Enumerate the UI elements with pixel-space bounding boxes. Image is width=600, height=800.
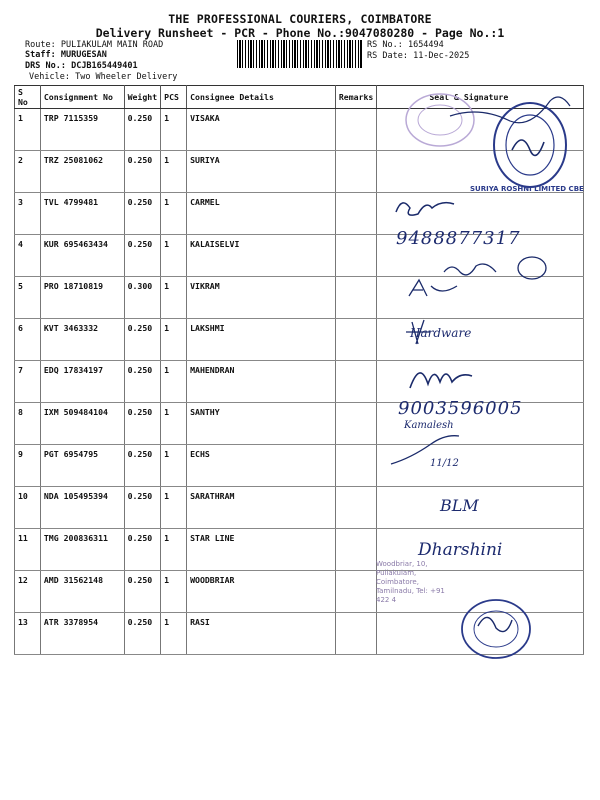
remarks-cell (335, 529, 377, 571)
consignee-cell: ECHS (187, 445, 336, 487)
col-signature: Seal & Signature (377, 86, 584, 109)
signature-hardware: Hardware (410, 326, 472, 340)
consignment-cell: ATR 3378954 (40, 613, 124, 655)
remarks-cell (335, 487, 377, 529)
col-remarks: Remarks (335, 86, 377, 109)
consignment-cell: PGT 6954795 (40, 445, 124, 487)
remarks-cell (335, 235, 377, 277)
route-value: PULIAKULAM MAIN ROAD (60, 40, 164, 50)
pcs-cell: 1 (161, 193, 187, 235)
remarks-cell (335, 571, 377, 613)
consignee-cell: KALAISELVI (187, 235, 336, 277)
sno-cell: 5 (15, 277, 41, 319)
table-row (15, 277, 584, 319)
signature-blm: BLM (440, 496, 479, 515)
remarks-cell (335, 151, 377, 193)
drs-line: DRS No.: DCJB165449401 (25, 61, 138, 71)
consignment-cell: KUR 695463434 (40, 235, 124, 277)
weight-cell: 0.250 (124, 613, 161, 655)
handwritten-date: 11/12 (430, 458, 459, 469)
table-row (15, 613, 584, 655)
runsheet-table (14, 85, 584, 655)
weight-cell: 0.250 (124, 109, 161, 151)
weight-cell: 0.250 (124, 361, 161, 403)
staff-value: MURUGESAN (60, 50, 107, 60)
weight-cell: 0.250 (124, 445, 161, 487)
remarks-cell (335, 193, 377, 235)
col-sno: S No (15, 86, 41, 109)
consignee-cell: VISAKA (187, 109, 336, 151)
vehicle-line: Vehicle: Two Wheeler Delivery (29, 72, 178, 82)
consignment-cell: TRZ 25081062 (40, 151, 124, 193)
rs-date-value: 11-Dec-2025 (413, 51, 470, 61)
sno-cell: 13 (15, 613, 41, 655)
consignee-cell: SANTHY (187, 403, 336, 445)
route-line: Route: PULIAKULAM MAIN ROAD (25, 40, 164, 50)
weight-cell: 0.250 (124, 193, 161, 235)
pcs-cell: 1 (161, 235, 187, 277)
sno-cell: 8 (15, 403, 41, 445)
table-row (15, 361, 584, 403)
rs-no-line: RS No.: 1654494 (367, 40, 444, 50)
sno-cell: 3 (15, 193, 41, 235)
consignment-cell: AMD 31562148 (40, 571, 124, 613)
pcs-cell: 1 (161, 109, 187, 151)
sno-cell: 1 (15, 109, 41, 151)
consignee-cell: SURIYA (187, 151, 336, 193)
consignee-cell: CARMEL (187, 193, 336, 235)
pcs-cell: 1 (161, 403, 187, 445)
consignee-cell: LAKSHMI (187, 319, 336, 361)
consignment-cell: IXM 509484104 (40, 403, 124, 445)
consignment-cell: NDA 105495394 (40, 487, 124, 529)
pcs-cell: 1 (161, 445, 187, 487)
rs-no-value: 1654494 (407, 40, 444, 50)
handwritten-phone-1: 9488877317 (396, 228, 521, 249)
rs-date-line: RS Date: 11-Dec-2025 (367, 51, 470, 61)
weight-cell: 0.250 (124, 529, 161, 571)
runsheet-subtitle: Delivery Runsheet - PCR - Phone No.:9047080280 - Page No.:1 (95, 26, 505, 40)
remarks-cell (335, 361, 377, 403)
signature-cell (377, 487, 584, 529)
table-row (15, 571, 584, 613)
consignee-cell: STAR LINE (187, 529, 336, 571)
consignee-cell: MAHENDRAN (187, 361, 336, 403)
signature-kamalesh: Kamalesh (404, 420, 454, 431)
pcs-cell: 1 (161, 613, 187, 655)
remarks-cell (335, 277, 377, 319)
consignee-cell: VIKRAM (187, 277, 336, 319)
pcs-cell: 1 (161, 487, 187, 529)
signature-cell (377, 319, 584, 361)
col-pcs: PCS (161, 86, 187, 109)
signature-cell (377, 613, 584, 655)
pcs-cell: 1 (161, 361, 187, 403)
consignee-cell: WOODBRIAR (187, 571, 336, 613)
sno-cell: 10 (15, 487, 41, 529)
sno-cell: 4 (15, 235, 41, 277)
faded-stamp-woodbriar: Woodbriar, 10, Puliakulam, Coimbatore, Tamilnadu, Tel: +91 422 4 (376, 560, 445, 604)
consignee-cell: SARATHRAM (187, 487, 336, 529)
remarks-cell (335, 109, 377, 151)
signature-dharshini: Dharshini (418, 540, 503, 560)
consignee-cell: RASI (187, 613, 336, 655)
pcs-cell: 1 (161, 277, 187, 319)
consignment-cell: PRO 18710819 (40, 277, 124, 319)
table-row (15, 109, 584, 151)
staff-line: Staff: MURUGESAN (25, 50, 107, 60)
col-consignee: Consignee Details (187, 86, 336, 109)
pcs-cell: 1 (161, 529, 187, 571)
handwritten-phone-2: 9003596005 (398, 398, 523, 419)
col-consignment: Consignment No (40, 86, 124, 109)
pcs-cell: 1 (161, 151, 187, 193)
sno-cell: 12 (15, 571, 41, 613)
sno-cell: 11 (15, 529, 41, 571)
table-header (15, 86, 584, 109)
sno-cell: 9 (15, 445, 41, 487)
weight-cell: 0.300 (124, 277, 161, 319)
weight-cell: 0.250 (124, 403, 161, 445)
seal-text-1: SURIYA ROSHNI LIMITED CBE (470, 185, 584, 193)
barcode (237, 40, 363, 68)
weight-cell: 0.250 (124, 571, 161, 613)
remarks-cell (335, 403, 377, 445)
remarks-cell (335, 319, 377, 361)
table-row (15, 445, 584, 487)
remarks-cell (335, 445, 377, 487)
remarks-cell (335, 613, 377, 655)
signature-cell (377, 277, 584, 319)
company-title: THE PROFESSIONAL COURIERS, COIMBATORE (168, 12, 432, 26)
sno-cell: 2 (15, 151, 41, 193)
consignment-cell: EDQ 17834197 (40, 361, 124, 403)
pcs-cell: 1 (161, 319, 187, 361)
consignment-cell: KVT 3463332 (40, 319, 124, 361)
drs-value: DCJB165449401 (71, 61, 138, 71)
signature-cell (377, 109, 584, 151)
sno-cell: 6 (15, 319, 41, 361)
pcs-cell: 1 (161, 571, 187, 613)
signature-cell (377, 361, 584, 403)
table-row (15, 487, 584, 529)
vehicle-value: Two Wheeler Delivery (75, 72, 178, 82)
weight-cell: 0.250 (124, 151, 161, 193)
sno-cell: 7 (15, 361, 41, 403)
table-row (15, 319, 584, 361)
weight-cell: 0.250 (124, 487, 161, 529)
weight-cell: 0.250 (124, 235, 161, 277)
weight-cell: 0.250 (124, 319, 161, 361)
col-weight: Weight (124, 86, 161, 109)
consignment-cell: TVL 4799481 (40, 193, 124, 235)
consignment-cell: TRP 7115359 (40, 109, 124, 151)
consignment-cell: TMG 200836311 (40, 529, 124, 571)
signature-cell (377, 445, 584, 487)
